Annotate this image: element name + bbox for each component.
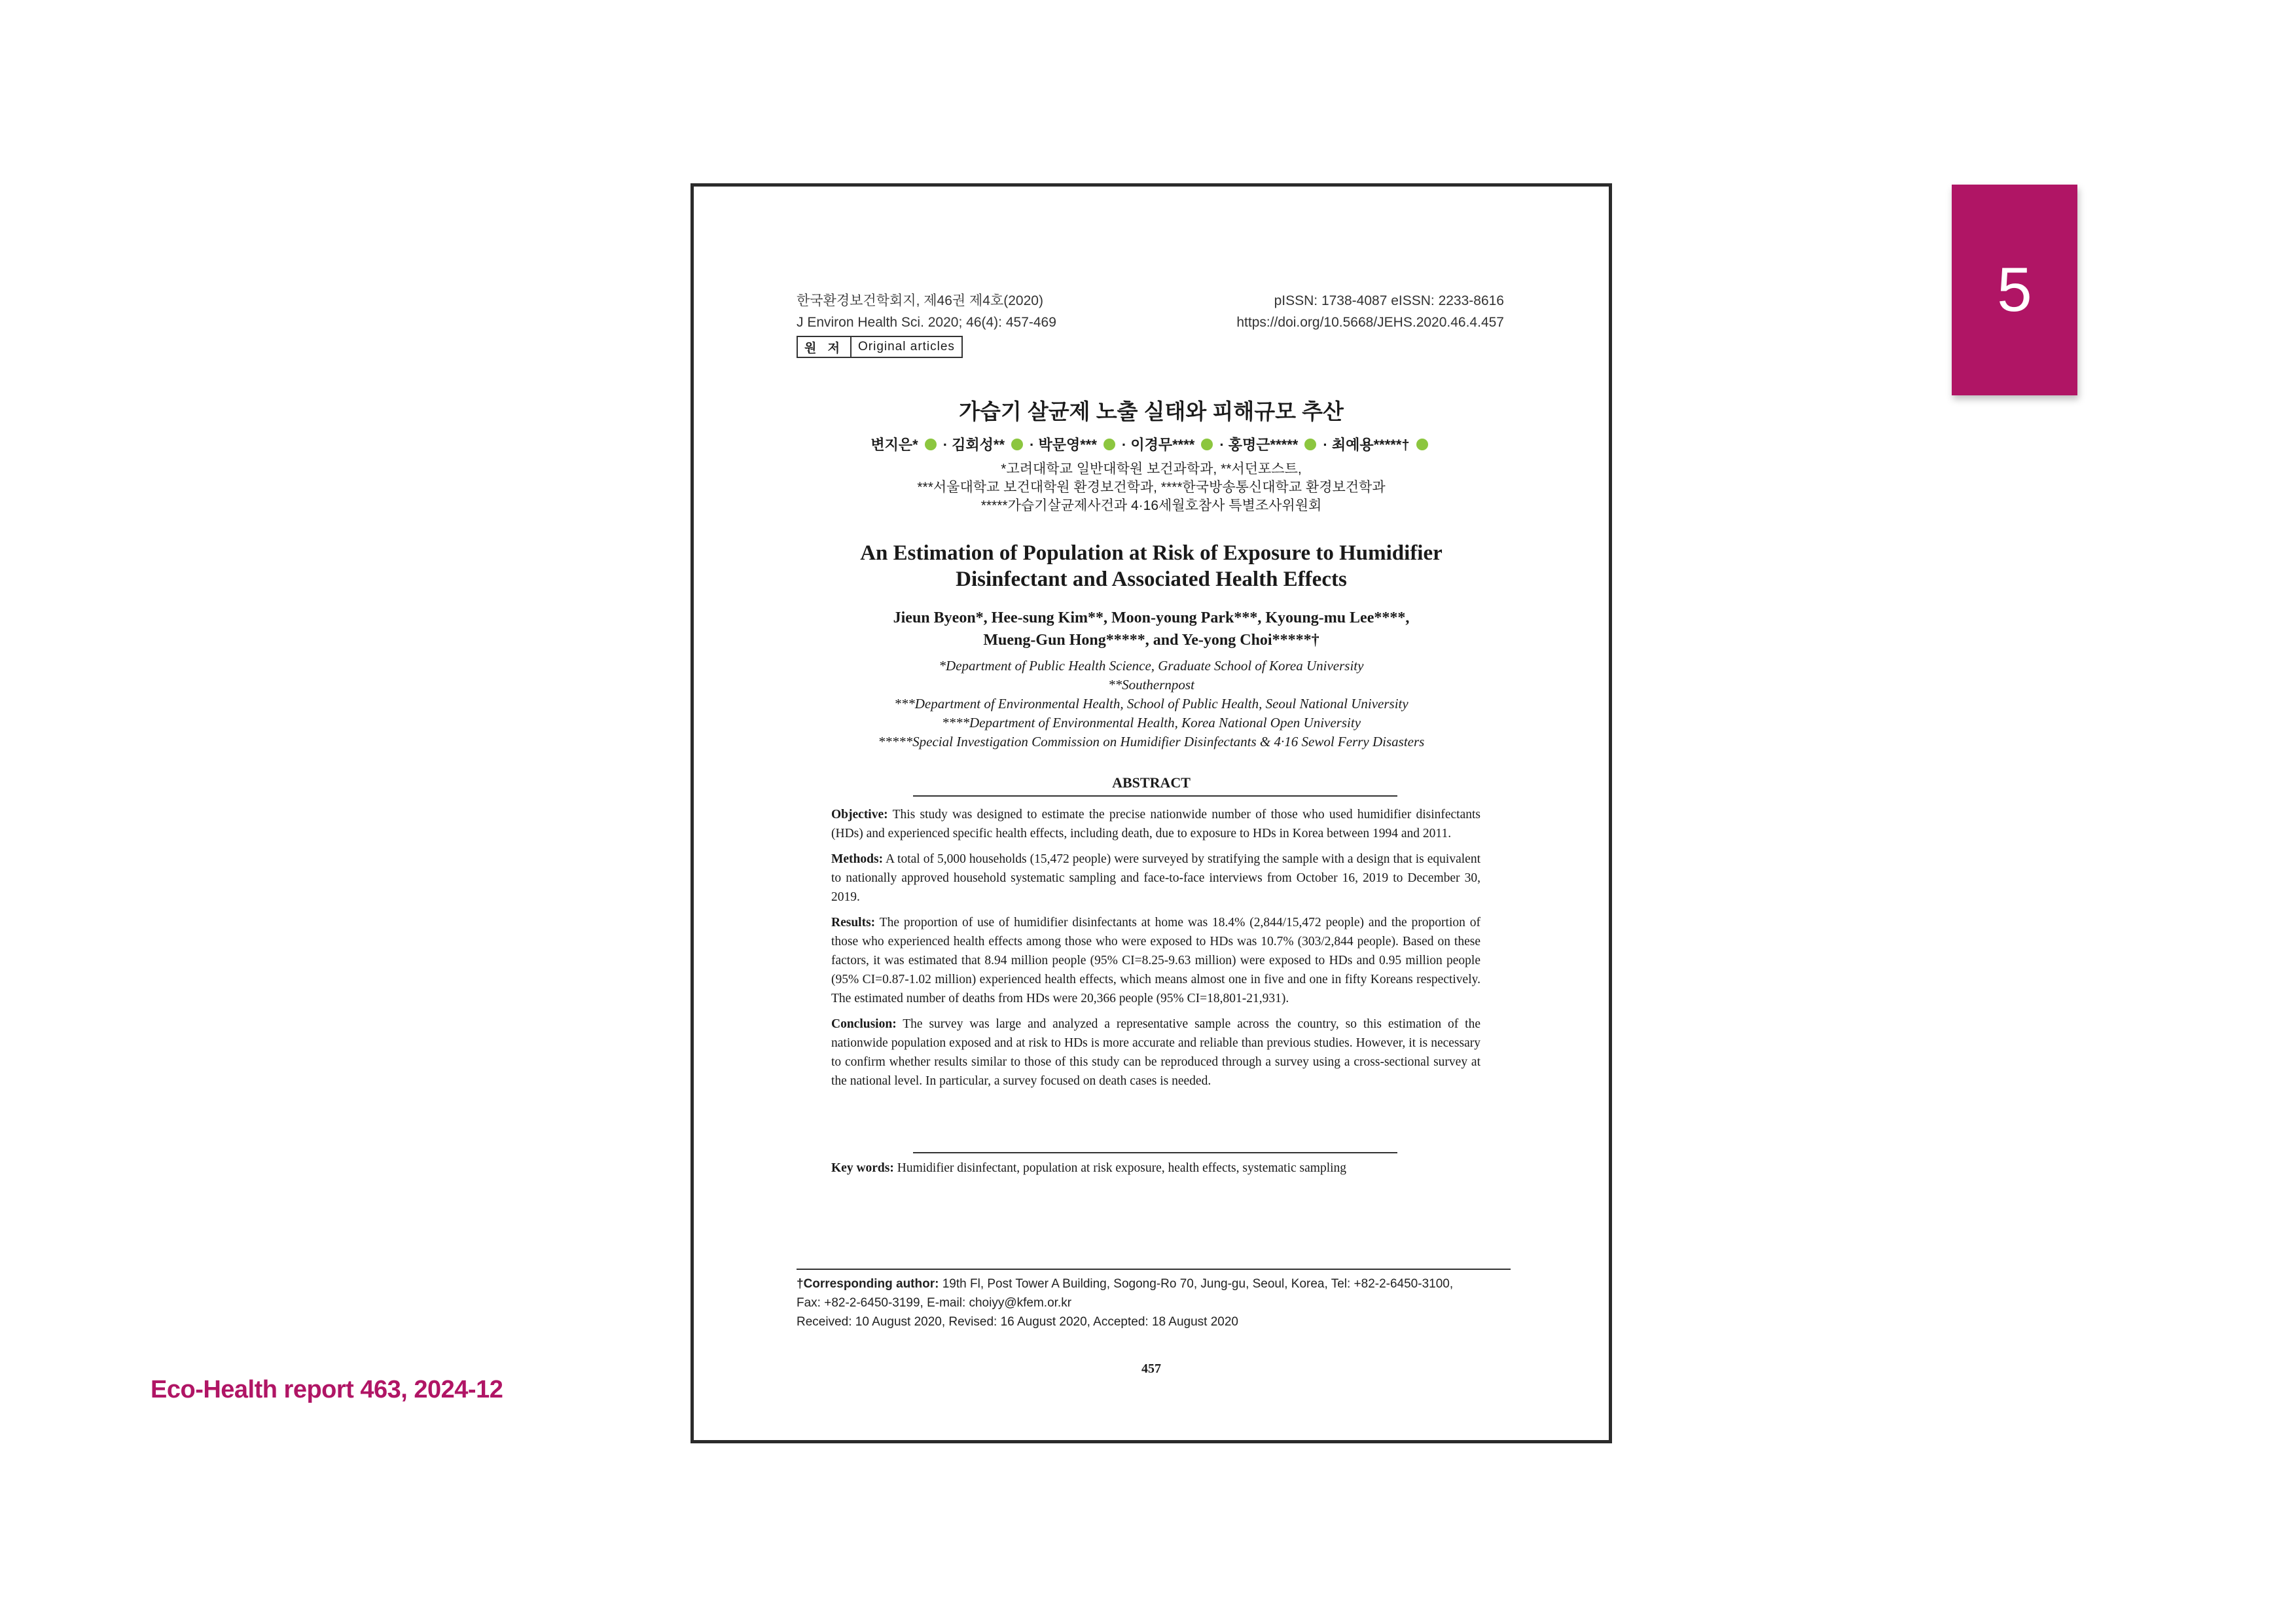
article-type-english: Original articles bbox=[858, 340, 955, 353]
english-title bbox=[694, 540, 1609, 592]
english-authors bbox=[694, 607, 1609, 651]
footnote bbox=[797, 1274, 1516, 1331]
conclusion-text: The survey was large and analyzed a representative sample across the country, so this estimation of the nationwide population exposed and at risk to HDs is more accurate and reliable than previous studies. However, it is necessary to confirm whether results similar to those of this study can be reproduced through a survey using a cross-sectional survey at the national level. In particular, a survey focused on death cases is needed. bbox=[831, 1017, 1480, 1088]
english-affiliation-line: ****Department of Environmental Health, Korea National Open University bbox=[941, 715, 1361, 731]
english-title-line: Disinfectant and Associated Health Effects bbox=[956, 568, 1347, 591]
orcid-icon bbox=[925, 439, 937, 450]
corresponding-author bbox=[797, 1274, 1516, 1293]
report-label: Eco-Health report 463, 2024-12 bbox=[151, 1376, 503, 1403]
journal-citation: J Environ Health Sci. 2020; 46(4): 457-469 bbox=[797, 315, 1056, 330]
korean-affiliation-line: *****가습기살균제사건과 4·16세월호참사 특별조사위원회 bbox=[980, 498, 1322, 513]
korean-author-5: · 홍명근***** bbox=[1219, 437, 1299, 453]
english-affiliation-line: *****Special Investigation Commission on Humidifier Disinfectants & 4·16 Sewol Ferry Disasters bbox=[878, 734, 1425, 749]
journal-name-korean: 한국환경보건학회지, 제46권 제4호(2020) bbox=[797, 293, 1043, 308]
english-affiliations bbox=[694, 657, 1609, 751]
keywords bbox=[831, 1159, 1480, 1178]
orcid-icon bbox=[1304, 439, 1316, 450]
keywords-text: Humidifier disinfectant, population at risk exposure, health effects, systematic sampling bbox=[897, 1161, 1347, 1175]
objective-label: Objective: bbox=[831, 808, 888, 821]
methods-text: A total of 5,000 households (15,472 people) were surveyed by stratifying the sample with a design that is equivalent to nationally approved household systematic sampling and face-to-face interviews from October 16, 2019 to December 30, 2019. bbox=[831, 852, 1480, 904]
abstract-body bbox=[831, 805, 1480, 1097]
korean-title: 가습기 살균제 노출 실태와 피해규모 추산 bbox=[959, 399, 1344, 424]
english-authors-line: Mueng-Gun Hong*****, and Ye-yong Choi*****† bbox=[983, 632, 1319, 649]
orcid-icon bbox=[1201, 439, 1213, 450]
english-title-line: An Estimation of Population at Risk of Exposure to Humidifier bbox=[860, 541, 1443, 565]
abstract-heading: ABSTRACT bbox=[1112, 774, 1191, 791]
results-label: Results: bbox=[831, 916, 876, 929]
orcid-icon bbox=[1011, 439, 1023, 450]
contact-line: Fax: +82-2-6450-3199, E-mail: choiyy@kfem.or.kr bbox=[797, 1296, 1072, 1310]
paper-page-number: 457 bbox=[1141, 1362, 1161, 1376]
orcid-icon bbox=[1103, 439, 1115, 450]
dates-line: Received: 10 August 2020, Revised: 16 August 2020, Accepted: 18 August 2020 bbox=[797, 1315, 1239, 1329]
korean-author-6: · 최예용*****† bbox=[1323, 437, 1410, 453]
korean-affiliation-line: ***서울대학교 보건대학원 환경보건학과, ****한국방송통신대학교 환경보건학과 bbox=[917, 480, 1386, 495]
corresponding-label: †Corresponding author: bbox=[797, 1277, 939, 1291]
abstract-top-rule bbox=[913, 795, 1397, 797]
abstract-bottom-rule bbox=[913, 1152, 1397, 1153]
results-text: The proportion of use of humidifier disinfectants at home was 18.4% (2,844/15,472 people) and the proportion of those who experienced health effects among those who were exposed to HDs was 10.7% (303/2,844 people). Based on these factors, it was estimated that 8.94 million people (95% CI=8.25-9.63 million) were exposed to HDs and 0.95 million people (95% CI=0.87-1.02 million) experienced health effects, which means almost one in five and one in fifty Koreans respectively. The estimated number of deaths from HDs were 20,366 people (95% CI=18,801-21,931). bbox=[831, 916, 1480, 1005]
korean-author-2: · 김회성** bbox=[942, 437, 1005, 453]
english-affiliation-line: ***Department of Environmental Health, School of Public Health, Seoul National University bbox=[894, 696, 1408, 712]
abstract-objective bbox=[831, 805, 1480, 843]
footnote-rule bbox=[797, 1269, 1511, 1270]
abstract-methods bbox=[831, 850, 1480, 907]
paper-page bbox=[691, 183, 1612, 1443]
korean-author-4: · 이경무**** bbox=[1121, 437, 1195, 453]
abstract-results bbox=[831, 913, 1480, 1008]
slide-page-badge bbox=[1952, 185, 2077, 395]
english-affiliation-line: *Department of Public Health Science, Graduate School of Korea University bbox=[939, 658, 1364, 674]
korean-affiliation-line: *고려대학교 일반대학원 보건과학과, **서던포스트, bbox=[1001, 461, 1302, 477]
journal-header-right bbox=[1236, 290, 1504, 333]
abstract-conclusion bbox=[831, 1015, 1480, 1091]
article-type-tag bbox=[797, 336, 963, 358]
orcid-icon bbox=[1416, 439, 1428, 450]
korean-author-3: · 박문영*** bbox=[1030, 437, 1097, 453]
slide-page-number: 5 bbox=[1997, 255, 2032, 325]
doi-line: https://doi.org/10.5668/JEHS.2020.46.4.457 bbox=[1236, 315, 1504, 330]
english-authors-line: Jieun Byeon*, Hee-sung Kim**, Moon-young Park***, Kyoung-mu Lee****, bbox=[893, 609, 1410, 626]
objective-text: This study was designed to estimate the precise nationwide number of those who used humidifier disinfectants (HDs) and experienced specific health effects, including death, due to exposure to HDs in Korea between 1994 and 2011. bbox=[831, 808, 1481, 840]
english-affiliation-line: **Southernpost bbox=[1108, 677, 1194, 693]
issn-line: pISSN: 1738-4087 eISSN: 2233-8616 bbox=[1274, 293, 1504, 308]
methods-label: Methods: bbox=[831, 852, 884, 866]
korean-author-1: 변지은* bbox=[870, 437, 918, 453]
article-type-korean: 원 저 bbox=[798, 337, 852, 357]
journal-header-left bbox=[797, 290, 1056, 333]
korean-authors bbox=[694, 434, 1609, 454]
corresponding-address: 19th Fl, Post Tower A Building, Sogong-Ro 70, Jung-gu, Seoul, Korea, Tel: +82-2-6450-3100, bbox=[942, 1277, 1454, 1291]
conclusion-label: Conclusion: bbox=[831, 1017, 897, 1031]
keywords-label: Key words: bbox=[831, 1161, 894, 1175]
korean-affiliations bbox=[694, 460, 1609, 515]
